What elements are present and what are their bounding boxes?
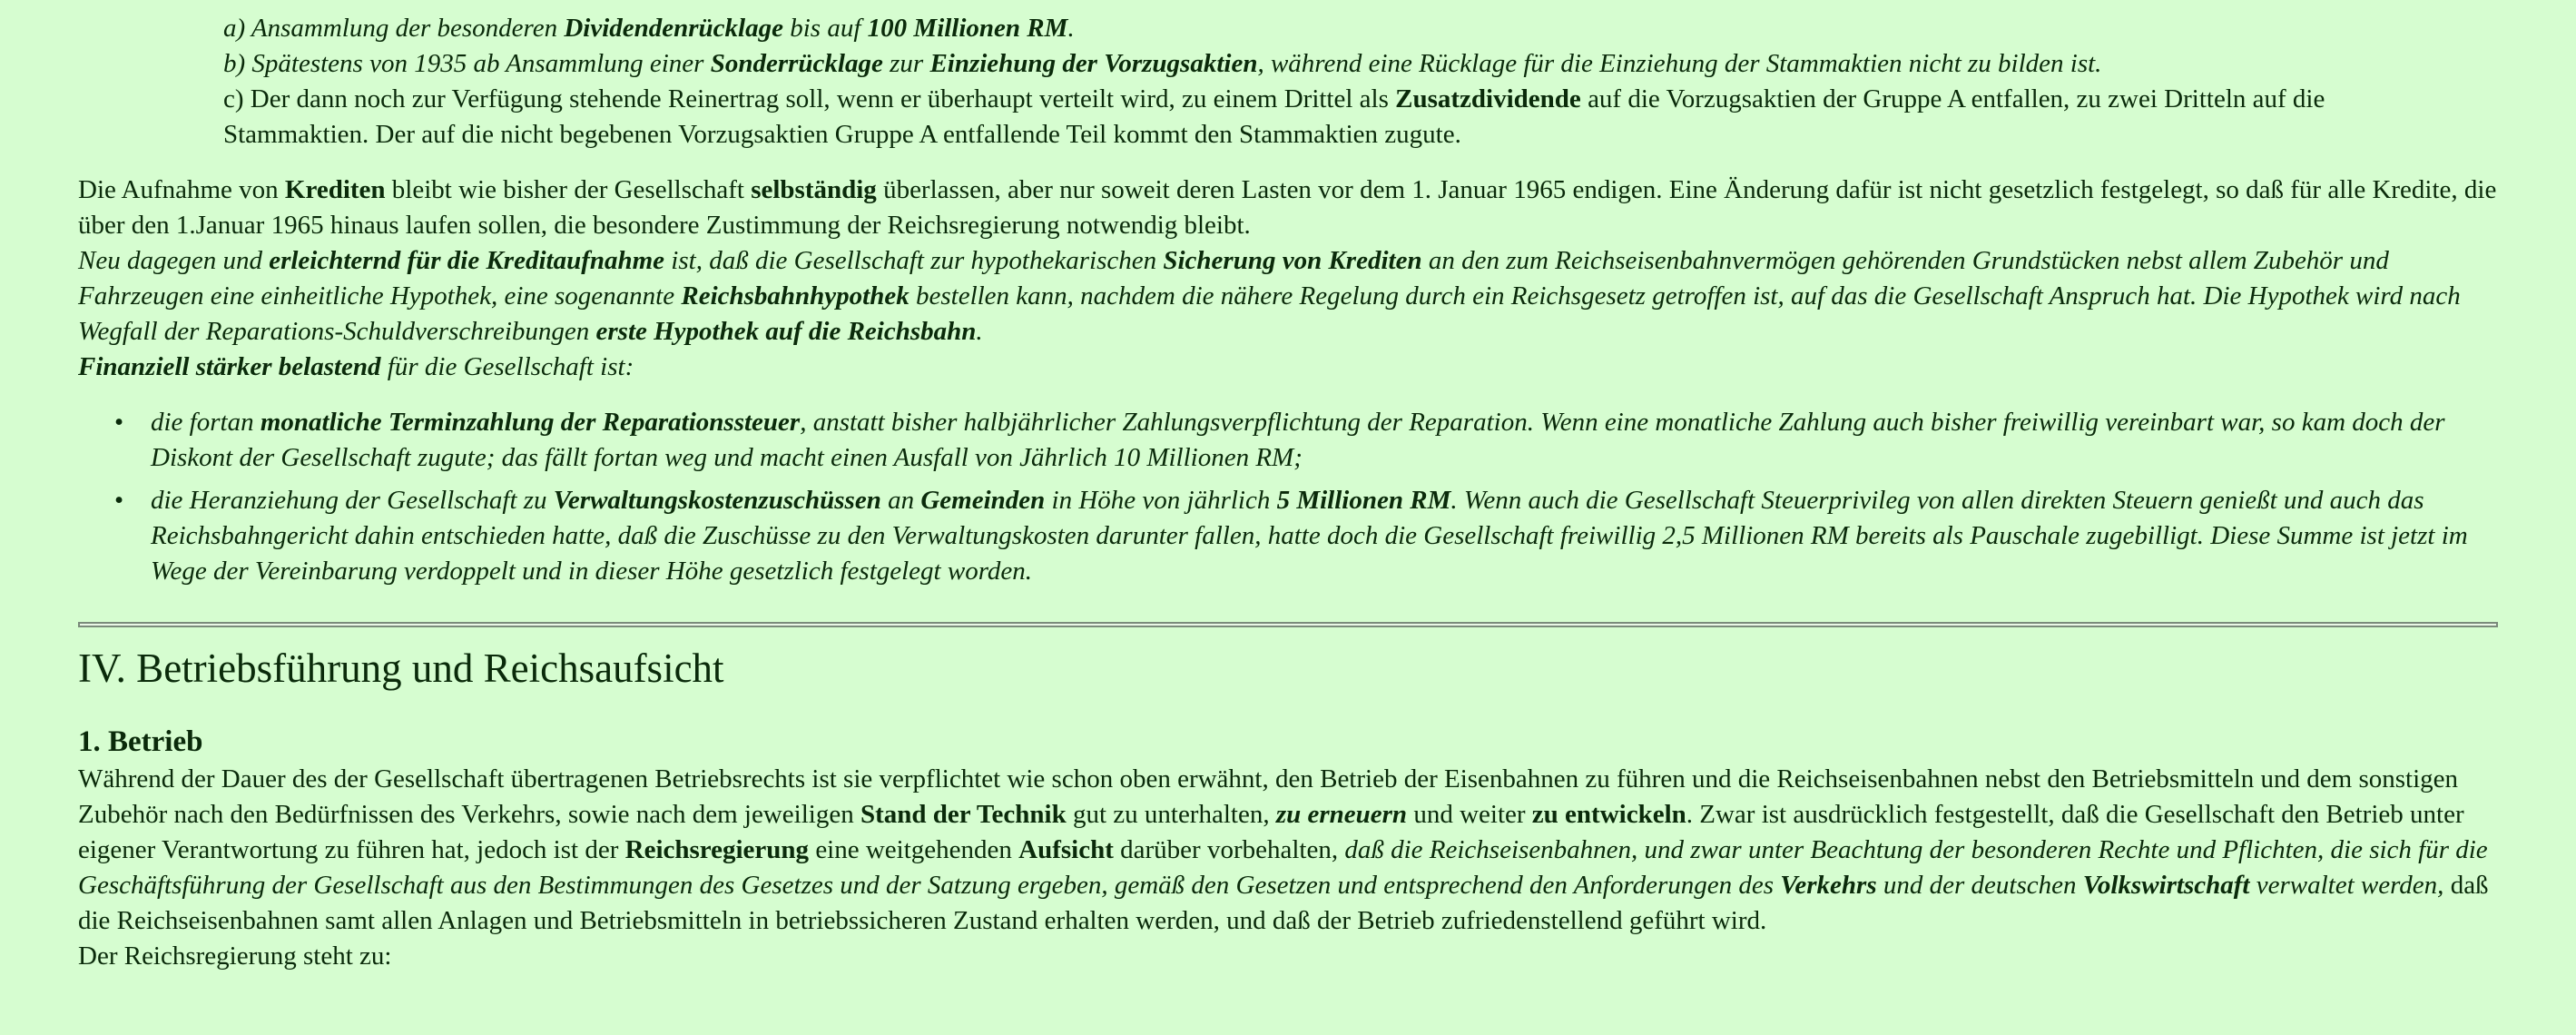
italic-text: und der deutschen (1876, 871, 2083, 900)
bold-text: Reichsbahnhypothek (681, 281, 909, 310)
bullet-icon: • (114, 408, 124, 437)
text: an (880, 486, 921, 515)
bold-text: Einziehung der Vorzugsaktien (929, 49, 1258, 78)
list-abc (223, 11, 2335, 153)
bold-text: Reichsregierung (624, 835, 810, 864)
text: und weiter (1407, 800, 1532, 829)
spacer (78, 385, 2498, 405)
text: überlassen, aber nur soweit deren Lasten vor dem 1. Januar 1965 endigen. Eine Änderung dafür ist nicht gesetzlich festgelegt, so daß für alle Kredite, die über den 1.Januar 1965 hinaus laufen sollen, die besondere Zustimmung der Reichsregierung notwendig bleibt. (78, 175, 2497, 240)
text: bis auf (783, 14, 868, 43)
text: daß die Reichseisenbahnen samt allen Anlagen und Betriebsmitteln in betriebssicheren Zustand erhalten werden, und daß der Betrieb zufriedenstellend geführt wird. (78, 871, 2489, 935)
text: b) Spätestens von 1935 ab Ansammlung einer (223, 49, 711, 78)
text: darüber vorbehalten, (1113, 835, 1345, 864)
bold-text: erste Hypothek auf die Reichsbahn (595, 317, 977, 346)
text: gut zu unterhalten, (1066, 800, 1276, 829)
horizontal-rule (78, 622, 2498, 627)
sub-heading: 1. Betrieb (78, 725, 203, 758)
bold-text: selbständig (751, 175, 877, 204)
bold-italic-text: Verkehrs (1780, 871, 1877, 900)
bold-text: Stand der Technik (860, 800, 1067, 829)
text: . (976, 317, 983, 346)
text: ist, daß die Gesellschaft zur hypothekarischen (664, 246, 1164, 275)
italic-text: verwaltet werden, (2249, 871, 2444, 900)
bold-text: Gemeinden (920, 486, 1046, 515)
text: a) Ansammlung der besonderen (223, 14, 565, 43)
text: . Wenn auch die Gesellschaft Steuerprivileg von allen direkten Steuern genießt und auch das Reichsbahngericht dahin entschieden hatte, daß die Zuschüsse zu den Verwaltungskosten darunter fallen, hatte doch die Gesellschaft freiwillig 2,5 Millionen RM bereits als Pauschale zugebilligt. Diese Summe ist jetzt im Wege der Vereinbarung verdoppelt und in dieser Höhe gesetzlich festgelegt worden. (151, 486, 2468, 586)
text: bleibt wie bisher der Gesellschaft (385, 175, 752, 204)
bold-italic-text: zu erneuern (1275, 800, 1408, 829)
text: eine weitgehenden (809, 835, 1019, 864)
bold-text: monatliche Terminzahlung der Reparationssteuer (260, 408, 801, 437)
bold-text: Sonderrücklage (710, 49, 883, 78)
bold-text: Zusatzdividende (1395, 84, 1581, 113)
paragraph-kredite (78, 172, 2498, 243)
bullet-icon: • (114, 486, 124, 515)
text: Die Aufnahme von (78, 175, 285, 204)
text: in Höhe von jährlich (1045, 486, 1277, 515)
list-item (114, 483, 2498, 589)
paragraph-betrieb (78, 762, 2498, 939)
text: die fortan (151, 408, 261, 437)
text: die Heranziehung der Gesellschaft zu (151, 486, 554, 515)
bold-text: erleichternd für die Kreditaufnahme (269, 246, 665, 275)
text: bestellen kann, nachdem die nähere Regelung durch ein Reichsgesetz getroffen ist, auf das die Gesellschaft Anspruch hat. Die Hypothek wird nach Wegfall der Reparations-Schuldverschreibungen (78, 281, 2461, 346)
text: . (1067, 14, 1075, 43)
list-item (114, 405, 2498, 476)
bold-text: Sicherung von Krediten (1163, 246, 1422, 275)
bold-text: Verwaltungskostenzuschüssen (553, 486, 881, 515)
paragraph-neu (78, 243, 2498, 350)
italic-text: daß die Reichseisenbahnen, und zwar unter Beachtung der besonderen Rechte und Pflichten, die sich für die Geschäftsführung der Gesellschaft aus den Bestimmungen des Gesetzes und der Satzung ergeben, gemäß den Gesetzen und entsprechend den Anforderungen des (78, 835, 2488, 900)
text: Neu dagegen und (78, 246, 270, 275)
bold-text: Aufsicht (1018, 835, 1114, 864)
section-heading: IV. Betriebsführung und Reichsaufsicht (78, 646, 724, 691)
bold-italic-text: Volkswirtschaft (2082, 871, 2250, 900)
text: für die Gesellschaft ist: (380, 352, 634, 381)
text: , anstatt bisher halbjährlicher Zahlungsverpflichtung der Reparation. Wenn eine monatliche Zahlung auch bisher freiwillig vereinbart war, so kam doch der Diskont der Gesellschaft zugute; das fällt fortan weg und macht einen Ausfall von Jährlich 10 Millionen RM; (151, 408, 2445, 472)
paragraph-finanziell (78, 350, 2498, 385)
bold-text: Dividendenrücklage (564, 14, 783, 43)
bold-text: Finanziell stärker belastend (78, 352, 381, 381)
text: c) Der dann noch zur Verfügung stehende Reinertrag soll, wenn er überhaupt verteilt wird, zu einem Drittel als (223, 84, 1396, 113)
list-item-b (223, 46, 2335, 82)
bold-text: 100 Millionen RM (867, 14, 1068, 43)
list-item-c (223, 82, 2335, 153)
list-item-a (223, 11, 2335, 46)
text: . Zwar ist ausdrücklich festgestellt, daß die Gesellschaft den Betrieb unter eigener Verantwortung zu führen hat, jedoch ist der (78, 800, 2464, 864)
text: , während eine Rücklage für die Einziehung der Stammaktien nicht zu bilden ist. (1257, 49, 2102, 78)
bold-text: Krediten (284, 175, 386, 204)
text: Während der Dauer des der Gesellschaft übertragenen Betriebsrechts ist sie verpflichtet wie schon oben erwähnt, den Betrieb der Eisenbahnen zu führen und die Reichseisenbahnen nebst den Betriebsmitteln und dem sonstigen Zubehör nach den Bedürfnissen des Verkehrs, sowie nach dem jeweiligen (78, 764, 2459, 829)
bullet-list (78, 405, 2498, 589)
text: an den zum Reichseisenbahnvermögen gehörenden Grundstücken nebst allem Zubehör und Fahrzeugen eine einheitliche Hypothek, eine sogenannte (78, 246, 2389, 310)
text: zur (882, 49, 930, 78)
paragraph-last: Der Reichsregierung steht zu: (78, 941, 392, 971)
bold-text: zu entwickeln (1531, 800, 1686, 829)
bold-text: 5 Millionen RM (1276, 486, 1451, 515)
text: auf die Vorzugsaktien der Gruppe A entfallen, zu zwei Dritteln auf die Stammaktien. Der auf die nicht begebenen Vorzugsaktien Gruppe A entfallende Teil kommt den Stammaktien zugute. (223, 84, 2325, 149)
spacer (78, 153, 2498, 172)
